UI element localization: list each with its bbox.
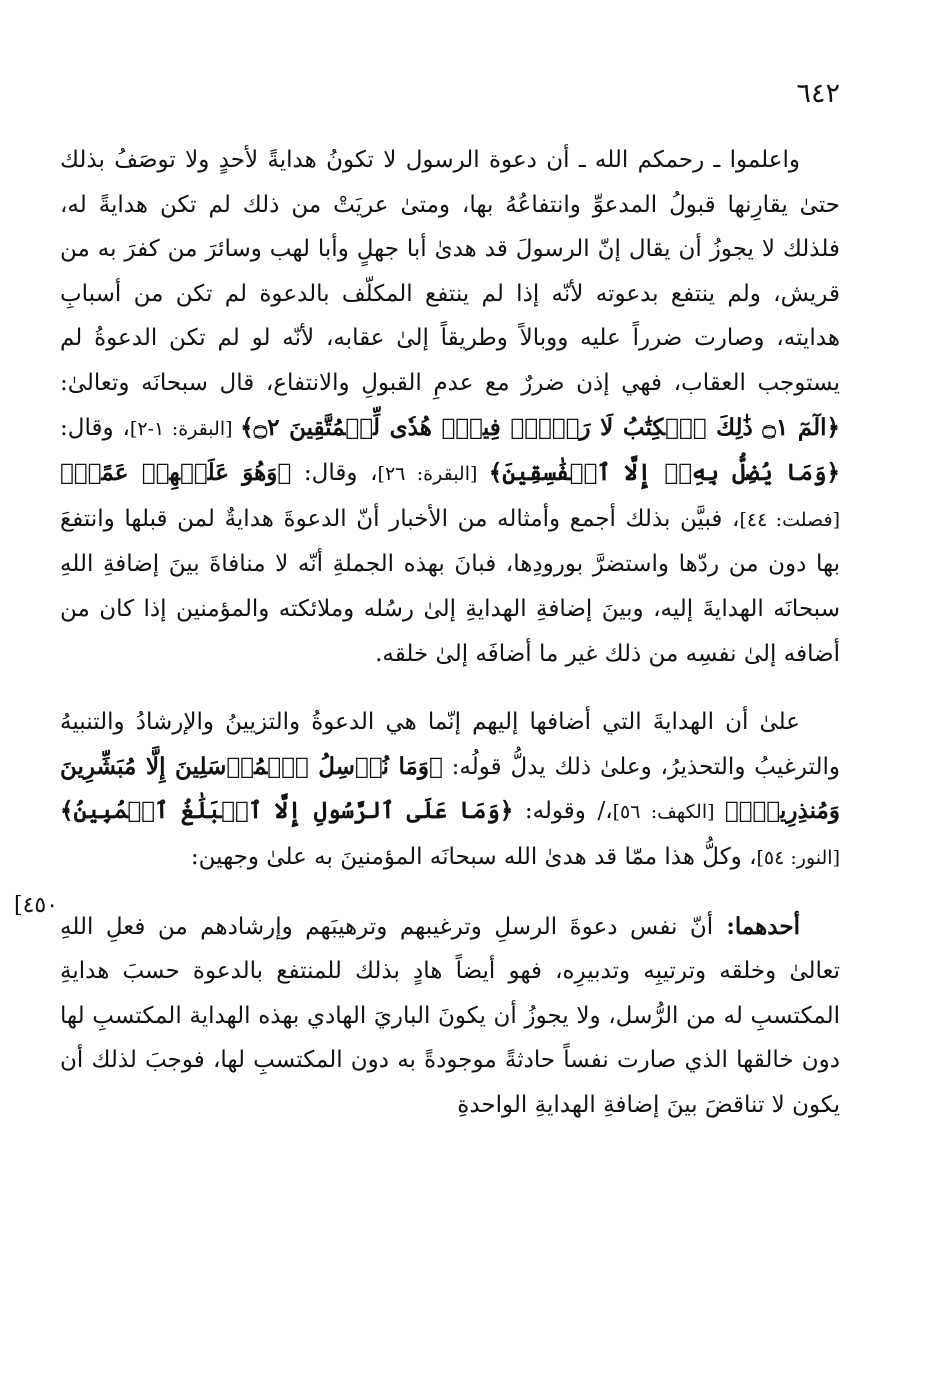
paragraph-text: أنّ نفس دعوةَ الرسلِ وترغيبهم وترهيبَهم وإرشادهم من فعلِ اللهِ تعالىٰ وخلقه وترتيبِه وتدبيرِه، فهو أيضاً هادٍ بذلك للمنتفع بالدعوة حسبَ هدايةِ المكتسبِ له من الرُّسل، ولا يجوزُ أن يكونَ الباريَ الهادي بهذه الهداية المكتسبِ لها دون خالقها الذي صارت نفساً حادثةً موجودةً به دون المكتسبِ لها، فوجبَ لذلك أن يكون لا تناقضَ بينَ إضافةِ الهدايةِ الواحدةِ xyxy=(60,913,840,1118)
verse-reference: [البقرة: ١-٢] xyxy=(129,417,241,440)
quran-verse: ﴿وَهُوَ عَلَيۡهِمۡ عَمًىۚ﴾ xyxy=(60,459,292,487)
paragraph-text: ، فبيَّن بذلك أجمع وأمثاله من الأخبار أنّ الدعوةَ هدايةٌ لمن قبلها وانتفعَ بها دون من ردّها واستضرَّ بورودِها، فبانَ بهذه الجملةِ أنّه لا منافاةَ بينَ إضافةِ اللهِ سبحانَه الهدايةَ إليه، وبينَ إضافةِ الهدايةِ إلىٰ رسُله وملائكته والمؤمنين إذا كان من أضافه إلىٰ نفسِه من ذلك غير ما أضافَه إلىٰ خلقه. xyxy=(60,505,840,667)
paragraph-text: علىٰ أن الهدايةَ التي أضافها إليهم إنّما هي الدعوةُ والتزيينُ والإرشادُ والتنبيهُ والترغيبُ والتحذيرُ، وعلىٰ ذلك يدلُّ قولُه: xyxy=(60,709,840,780)
page-body xyxy=(60,138,840,1127)
quran-verse: ﴿وَمَا يُضِلُّ بِهِۦٓ إِلَّا ٱلۡفَٰسِقِينَ﴾ xyxy=(488,459,840,487)
paragraph-text: ، وقال: xyxy=(291,460,378,487)
paragraph-text: ،/ وقوله: xyxy=(513,798,613,825)
quran-verse: ﴿الٓمٓ ۝١ ذَٰلِكَ ٱلۡكِتَٰبُ لَا رَيۡبَۛ فِيهِۛ هُدٗى لِّلۡمُتَّقِينَ ۝٢﴾ xyxy=(240,413,840,441)
quran-verse: ﴿وَمَا عَلَى ٱلرَّسُولِ إِلَّا ٱلۡبَلَٰغُ ٱلۡمُبِينُ﴾ xyxy=(60,797,514,825)
paragraph xyxy=(60,700,840,880)
margin-page-reference: [٤٥٠ xyxy=(14,893,59,918)
paragraph xyxy=(60,138,840,676)
verse-reference: [الكهف: ٥٦] xyxy=(612,801,725,824)
verse-reference: [فصلت: ٤٤] xyxy=(739,508,841,531)
section-lead: أحدهما: xyxy=(713,912,800,940)
paragraph-text: ، وقال: xyxy=(60,414,130,441)
paragraph xyxy=(60,905,840,1128)
paragraph-text: ، وكلُّ هذا ممّا قد هدىٰ الله سبحانَه المؤمنينَ به علىٰ وجهين: xyxy=(190,843,757,870)
page-number: ٦٤٢ xyxy=(796,78,840,109)
paragraph-text: واعلموا ـ رحمكم الله ـ أن دعوة الرسول لا تكونُ هدايةً لأحدٍ ولا توصَفُ بذلك حتىٰ يقارِنها قبولُ المدعوِّ وانتفاعُهُ بها، ومتىٰ عريَتْ من ذلك لم تكن هدايةً له، فلذلك لا يجوزُ أن يقال إنّ الرسولَ قد هدىٰ أبا جهلٍ وأبا لهب وسائرَ من كفرَ به من قريش، ولم ينتفع بدعوته لأنّه إذا لم ينتفع المكلّف بالدعوة لم تكن من أسبابِ هدايته، وصارت ضرراً عليه ووبالاً وطريقاً إلىٰ عقابه، لأنّه لو لم تكن الدعوةُ لم يستوجب العقاب، فهي إذن ضررٌ مع عدمِ القبولِ والانتفاع، قال سبحانَه وتعالىٰ: xyxy=(60,147,840,396)
verse-reference: [النور: ٥٤] xyxy=(756,846,840,869)
verse-reference: [البقرة: ٢٦] xyxy=(377,463,489,486)
quran-verse: ﴿وَمَا نُرۡسِلُ ٱلۡمُرۡسَلِينَ إِلَّا مُبَشِّرِينَ وَمُنذِرِينَۚ﴾ xyxy=(60,752,840,825)
